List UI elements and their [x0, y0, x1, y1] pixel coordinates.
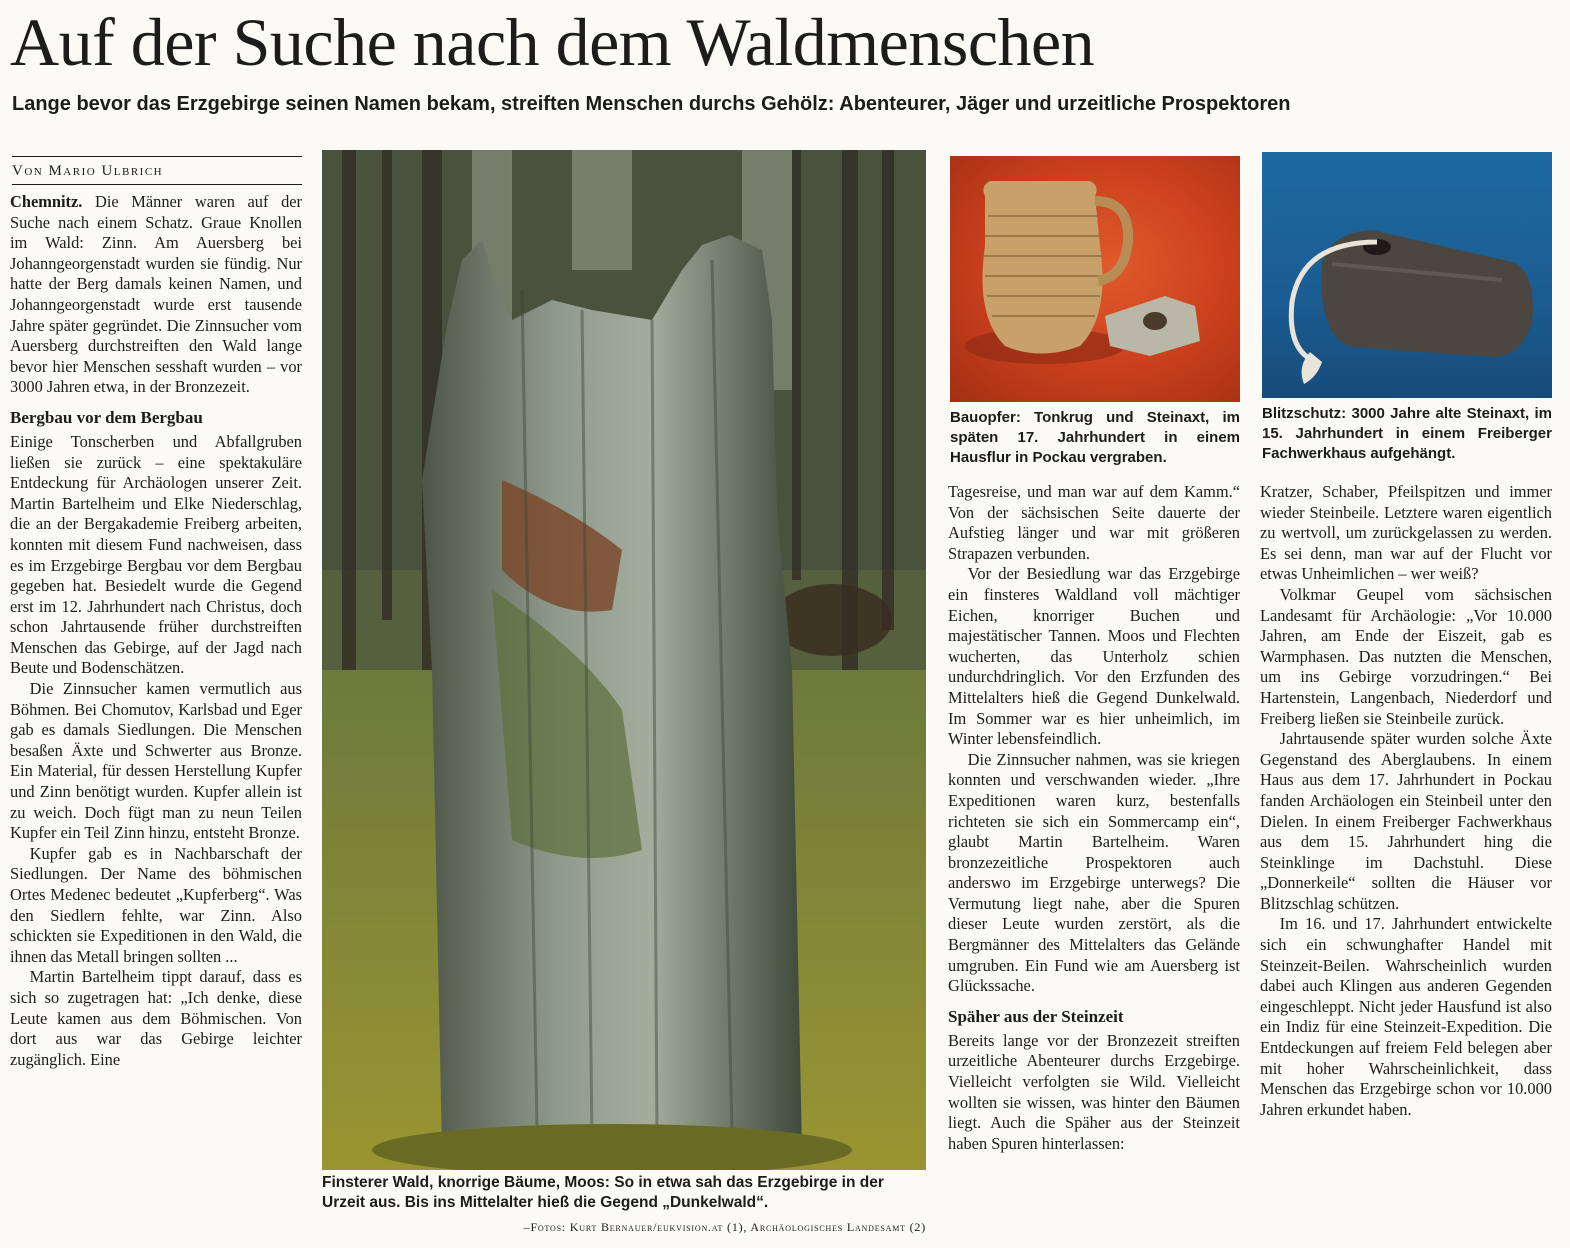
- paragraph: Volkmar Geupel vom sächsischen Landesamt für Archäologie: „Vor 10.000 Jahren, am Ende der Eiszeit, gab es Warmphasen. Das nutzten die Menschen, um ins Gebirge vorzudringen.“ Bei Hartenstein, Langenbach, Niederdorf und Freiberg ließen sie Steinbeile zurück.: [1260, 584, 1552, 728]
- paragraph: [10, 192, 302, 398]
- article-column-4: [1260, 482, 1552, 1244]
- axe-photo-caption: Blitzschutz: 3000 Jahre alte Steinaxt, im 15. Jahrhundert in einem Freiberger Fachwerkhaus aufgehängt.: [1262, 405, 1552, 462]
- forest-stump-illustration: [322, 150, 926, 1170]
- forest-photo-caption: Finsterer Wald, knorrige Bäume, Moos: So in etwa sah das Erzgebirge in der Urzeit aus. Bis ins Mittelalter hieß die Gegend „Dunkelwald“.: [322, 1174, 884, 1211]
- subheading: Späher aus der Steinzeit: [948, 1006, 1124, 1026]
- stone-axe-illustration: [1262, 152, 1552, 398]
- paragraph: Vor der Besiedlung war das Erzgebirge ein finsteres Waldland voll mächtiger Eichen, knorriger Buchen und majestätischer Tannen. Moos und Flechten wucherten, das Unterholz schien undurchdringlich. Vor den Erzfunden des Mittelalters hieß die Gegend Dunkelwald. Im Sommer war es hier unheimlich, im Winter lebensfeindlich.: [948, 564, 1240, 749]
- paragraph: Martin Bartelheim tippt darauf, dass es sich so zugetragen hat: „Ich denke, diese Leute kamen aus dem Böhmischen. Von dort aus war das Gebirge leichter zugänglich. Eine: [10, 967, 302, 1069]
- byline: Von Mario Ulbrich: [12, 163, 164, 179]
- stone-axe-photo: [1262, 152, 1552, 398]
- forest-stump-photo: [322, 150, 926, 1170]
- paragraph-text: Die Männer waren auf der Suche nach einem Schatz. Graue Knollen im Wald: Zinn. Am Auersberg bei Johanngeorgenstadt wurden sie fündig. Nur hatte der Berg damals keinen Namen, und Johanngeorgenstadt wurde erst tausende Jahre später gegründet. Die Zinnsucher vom Auersberg durchstreiften den Wald lange bevor hier Menschen sesshaft wurden – vor 3000 Jahren etwa, in der Bronzezeit.: [10, 192, 302, 397]
- article-subheadline: Lange bevor das Erzgebirge seinen Namen bekam, streiften Menschen durchs Gehölz: Abenteurer, Jäger und urzeitliche Prospektoren: [12, 93, 1291, 115]
- article-column-3: [948, 482, 1240, 1244]
- paragraph: Kupfer gab es in Nachbarschaft der Siedlungen. Der Name des böhmischen Ortes Medenec bedeutet „Kupferberg“. Was den Siedlern fehlte, war Zinn. Also schickten sie Expeditionen in den Wald, die ihnen das Metall bringen sollten ...: [10, 843, 302, 966]
- paragraph: Jahrtausende später wurden solche Äxte Gegenstand des Aberglaubens. In einem Haus aus dem 17. Jahrhundert in Pockau fanden Archäologen ein Steinbeil unter den Dielen. In einem Freiberger Fachwerkhaus aus dem 15. Jahrhundert hing die Steinklinge im Dachstuhl. Diese „Donnerkeile“ sollten die Häuser vor Blitzschlag schützen.: [1260, 729, 1552, 913]
- article-column-1: [10, 192, 302, 1244]
- clay-jug-illustration: [950, 156, 1240, 402]
- article-headline: Auf der Suche nach dem Waldmenschen: [10, 4, 1095, 80]
- dateline: Chemnitz.: [10, 192, 83, 211]
- paragraph: Die Zinnsucher nahmen, was sie kriegen konnten und verschwanden wieder. „Ihre Expeditionen waren kurz, bestenfalls richteten sie sich ein Sommercamp ein“, glaubt Martin Bartelheim. Waren bronzezeitliche Prospektoren auch anderswo im Erzgebirge unterwegs? Die Vermutung liegt nahe, aber die Spuren dieser Leute wurden zerstört, als die Bergmänner des Mittelalters das Gelände umgruben. Ein Fund wie am Auersberg ist Glückssache.: [948, 749, 1240, 996]
- paragraph: Im 16. und 17. Jahrhundert entwickelte sich ein schwunghafter Handel mit Steinzeit-Beilen. Wahrscheinlich wurden dabei auch Klingen aus anderen Gegenden eingeschleppt. Nicht jeder Hausfund ist also ein Indiz für eine Steinzeit-Expedition. Die Entdeckungen auf freiem Feld belegen aber mit hoher Wahrscheinlichkeit, dass Menschen das Erzgebirge schon vor 10.000 Jahren erkundet haben.: [1260, 914, 1552, 1119]
- paragraph: Bereits lange vor der Bronzezeit streiften urzeitliche Abenteurer durchs Erzgebirge. Vielleicht verfolgten sie Wild. Vielleicht wollten sie wissen, was hinter den Bäumen liegt. Auch die Späher aus der Steinzeit haben Spuren hinterlassen:: [948, 1030, 1240, 1153]
- paragraph: Tagesreise, und man war auf dem Kamm.“ Von der sächsischen Seite dauerte der Aufstieg länger und war mit größeren Strapazen verbunden.: [948, 482, 1240, 563]
- photo-credit: –Fotos: Kurt Bernauer/eukvision.at (1), Archäologisches Landesamt (2): [523, 1220, 926, 1234]
- paragraph: Die Zinnsucher kamen vermutlich aus Böhmen. Bei Chomutov, Karlsbad und Eger gab es damals Siedlungen. Die Menschen besaßen Äxte und Schwerter aus Bronze. Ein Material, für dessen Herstellung Kupfer und Zinn benötigt wurden. Kupfer allein ist zu weich. Doch fügt man zu neun Teilen Kupfer ein Teil Zinn hinzu, entsteht Bronze.: [10, 679, 302, 843]
- clay-jug-and-stone-axe-photo: [950, 156, 1240, 402]
- paragraph: Einige Tonscherben und Abfallgruben ließen sie zurück – eine spektakuläre Entdeckung für Archäologen unserer Zeit. Martin Bartelheim und Elke Niederschlag, die an der Bergakademie Freiberg arbeiten, konnten mit diesem Fund nachweisen, dass es im Erzgebirge Bergbau vor dem Bergbau gegeben hat. Besiedelt wurde die Gegend erst im 12. Jahrhundert nach Christus, doch schon Jahrtausende früher durchstreiften Menschen das Gebirge, auf der Jagd nach Beute und Bodenschätzen.: [10, 431, 302, 678]
- subheading: Bergbau vor dem Bergbau: [10, 407, 203, 427]
- byline-rule-bottom: [12, 184, 302, 185]
- byline-rule-top: [12, 156, 302, 157]
- paragraph: Kratzer, Schaber, Pfeilspitzen und immer wieder Steinbeile. Letztere waren eigentlich zu wertvoll, um zurückgelassen zu werden. Es sei denn, man war auf der Flucht vor etwas Unheimlichen – wer weiß?: [1260, 482, 1552, 584]
- jug-photo-caption: Bauopfer: Tonkrug und Steinaxt, im späten 17. Jahrhundert in einem Hausflur in Pockau vergraben.: [950, 409, 1240, 466]
